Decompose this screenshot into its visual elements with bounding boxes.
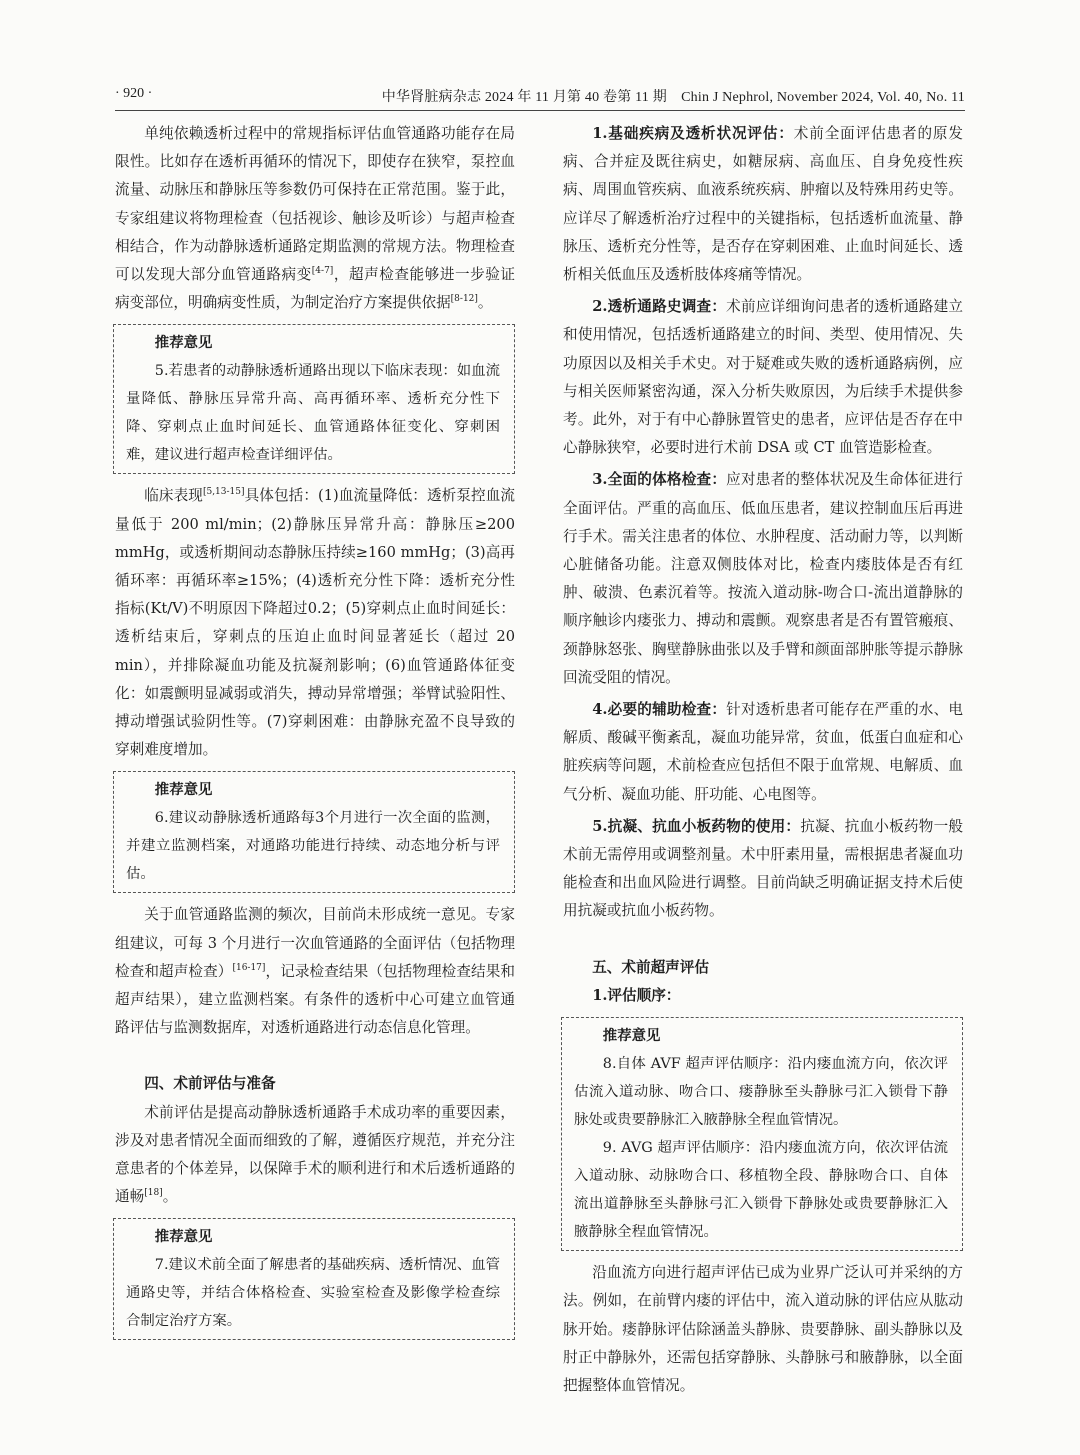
item-heading: 2.透析通路史调查：: [592, 298, 727, 316]
recommendation-text: 7.建议术前全面了解患者的基础疾病、透析情况、血管通路史等，并结合体格检查、实验室检查及影像学检查综合制定治疗方案。: [126, 1257, 500, 1330]
paragraph: 沿血流方向进行超声评估已成为业界广泛认可并采纳的方法。例如，在前臂内瘘的评估中，流入道动脉的评估应从肱动脉开始。瘘静脉评估除涵盖头静脉、贵要静脉、副头静脉以及肘正中静脉外，还需包括穿静脉、头静脉弓和腋静脉，以全面把握整体血管情况。: [563, 1264, 963, 1394]
journal-title: 中华肾脏病杂志 2024 年 11 月第 40 卷第 11 期 Chin J Nephrol, November 2024, Vol. 40, No. 11: [381, 90, 965, 105]
citation: [5,13-15]: [202, 487, 245, 498]
item-heading: 5.抗凝、抗血小板药物的使用：: [592, 817, 801, 835]
running-header: [115, 86, 965, 111]
right-column: [563, 120, 963, 1400]
paragraph: 术前评估是提高动静脉透析通路手术成功率的重要因素，涉及对患者情况全面而细致的了解，遵循医疗规范，并充分注意患者的个体差异，以保障手术的顺利进行和术后透析通路的通畅[18]。: [115, 1103, 515, 1206]
recommendation-box: [561, 1017, 963, 1251]
subsection-heading: 1.评估顺序：: [592, 986, 681, 1004]
recommendation-text: 9. AVG 超声评估顺序：沿内瘘血流方向，依次评估流入道动脉、动脉吻合口、移植物全段、静脉吻合口、自体流出道静脉至头静脉弓汇入锁骨下静脉处或贵要静脉汇入腋静脉全程血管情况。: [574, 1140, 948, 1241]
citation: [16-17]: [232, 962, 266, 973]
item-heading: 3.全面的体格检查：: [592, 471, 727, 489]
recommendation-text: 5.若患者的动静脉透析通路出现以下临床表现：如血流量降低、静脉压异常升高、高再循环率、透析充分性下降、穿刺点止血时间延长、血管通路体征变化、穿刺困难，建议进行超声检查详细评估。: [126, 363, 500, 464]
item-heading: 1.基础疾病及透析状况评估：: [592, 125, 794, 142]
citation: [8-12]: [450, 294, 478, 305]
recommendation-box: [113, 1218, 515, 1340]
paragraph: 3.全面的体格检查：应对患者的整体状况及生命体征进行全面评估。严重的高血压、低血压患者，建议控制血压后再进行手术。需关注患者的体位、水肿程度、活动耐力等，以判断心脏储备功能。注意双侧肢体对比，检查内瘘肢体是否有红肿、破溃、色素沉着等。按流入道动脉-吻合口-流出道静脉的顺序触诊内瘘张力、搏动和震颤。观察患者是否有置管瘢痕、颈静脉怒张、胸壁静脉曲张以及手臂和颜面部肿胀等提示静脉回流受阻的情况。: [563, 471, 963, 686]
section-heading: 五、术前超声评估: [592, 958, 709, 976]
page-number: · 920 ·: [115, 86, 153, 101]
recommendation-title: 推荐意见: [602, 1027, 661, 1045]
paragraph: 5.抗凝、抗血小板药物的使用：抗凝、抗血小板药物一般术前无需停用或调整剂量。术中肝素用量，需根据患者凝血功能检查和出血风险进行调整。目前尚缺乏明确证据支持术后使用抗凝或抗血小板药物。: [563, 817, 963, 920]
recommendation-title: 推荐意见: [154, 781, 213, 799]
paragraph: 单纯依赖透析过程中的常规指标评估血管通路功能存在局限性。比如存在透析再循环的情况下，即使存在狭窄，泵控血流量、动脉压和静脉压等参数仍可保持在正常范围。鉴于此，专家组建议将物理检查（包括视诊、触诊及听诊）与超声检查相结合，作为动静脉透析通路定期监测的常规方法。物理检查可以发现大部分血管通路病变[4-7]，超声检查能够进一步验证病变部位，明确病变性质，为制定治疗方案提供依据[8-12]。: [115, 125, 515, 312]
paragraph: 临床表现[5,13-15]具体包括：(1)血流量降低：透析泵控血流量低于 200 ml/min；(2)静脉压异常升高：静脉压≥200 mmHg，或透析期间动态静脉压持续≥160 mmHg；(3)高再循环率：再循环率≥15%；(4)透析充分性下降：透析充分性指标(Kt/V)不明原因下降超过0.2；(5)穿刺点止血时间延长：透析结束后，穿刺点的压迫止血时间显著延长（超过 20 min），并排除凝血功能及抗凝剂影响；(6)血管通路体征变化：如震颤明显减弱或消失，搏动异常增强；举臂试验阳性、搏动增强试验阴性等。(7)穿刺困难：由静脉充盈不良导致的穿刺难度增加。: [115, 487, 515, 759]
recommendation-text: 6.建议动静脉透析通路每3个月进行一次全面的监测，并建立监测档案，对通路功能进行持续、动态地分析与评估。: [126, 810, 500, 883]
section-heading: 四、术前评估与准备: [144, 1075, 276, 1093]
recommendation-box: [113, 324, 515, 474]
left-column: [115, 120, 515, 1348]
recommendation-title: 推荐意见: [154, 334, 213, 352]
item-heading: 4.必要的辅助检查：: [592, 701, 727, 719]
recommendation-box: [113, 771, 515, 893]
paragraph: 4.必要的辅助检查：针对透析患者可能存在严重的水、电解质、酸碱平衡紊乱，凝血功能异常，贫血，低蛋白血症和心脏疾病等问题，术前检查应包括但不限于血常规、电解质、血气分析、凝血功能、肝功能、心电图等。: [563, 701, 963, 803]
paragraph: 2.透析通路史调查：术前应详细询问患者的透析通路建立和使用情况，包括透析通路建立的时间、类型、使用情况、失功原因以及相关手术史。对于疑难或失败的透析通路病例，应与相关医师紧密沟通，深入分析失败原因，为后续手术提供参考。此外，对于有中心静脉置管史的患者，应评估是否存在中心静脉狭窄，必要时进行术前 DSA 或 CT 血管造影检查。: [563, 298, 963, 457]
citation: [18]: [144, 1188, 163, 1199]
citation: [4-7]: [311, 266, 334, 277]
paragraph: 1.基础疾病及透析状况评估：术前全面评估患者的原发病、合并症及既往病史，如糖尿病、高血压、自身免疫性疾病、周围血管疾病、血液系统疾病、肿瘤以及特殊用药史等。应详尽了解透析治疗过程中的关键指标，包括透析血流量、静脉压、透析充分性等，是否存在穿刺困难、止血时间延长、透析相关低血压及透析肢体疼痛等情况。: [563, 125, 963, 284]
recommendation-title: 推荐意见: [154, 1228, 213, 1246]
paragraph: 关于血管通路监测的频次，目前尚未形成统一意见。专家组建议，可每 3 个月进行一次血管通路的全面评估（包括物理检查和超声检查）[16-17]，记录检查结果（包括物理检查结果和超声结果），建立监测档案。有条件的透析中心可建立血管通路评估与监测数据库，对透析通路进行动态信息化管理。: [115, 906, 515, 1037]
recommendation-text: 8.自体 AVF 超声评估顺序：沿内瘘血流方向，依次评估流入道动脉、吻合口、瘘静脉至头静脉弓汇入锁骨下静脉处或贵要静脉汇入腋静脉全程血管情况。: [574, 1056, 948, 1129]
